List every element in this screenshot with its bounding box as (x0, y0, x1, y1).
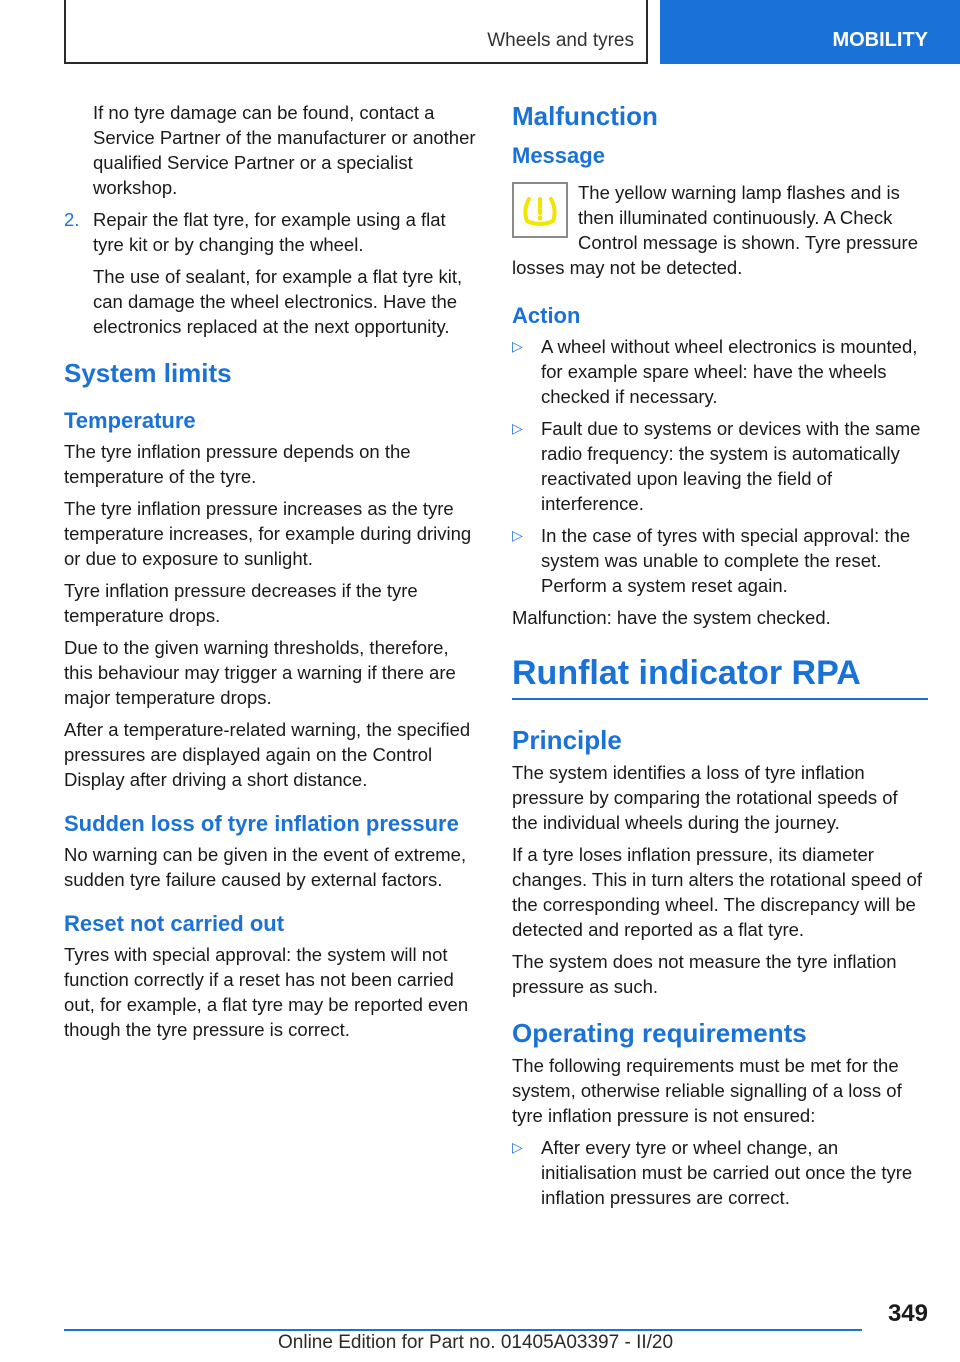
malfunction-heading: Malfunction (512, 101, 658, 131)
requirement-item (512, 1135, 928, 1210)
sudden-loss-heading: Sudden loss of tyre inflation pressure (64, 811, 459, 836)
right-column (512, 100, 928, 1217)
chapter-title: Wheels and tyres (487, 30, 634, 51)
action-text: A wheel without wheel electronics is mounted, for example spare wheel: have the wheels checked if necessary. (541, 336, 918, 407)
section-title: MOBILITY (832, 29, 928, 51)
paragraph: After a temperature-related warning, the specified pressures are displayed again on the Control Display after driving a short distance. (64, 719, 471, 790)
footer-edition: Online Edition for Part no. 01405A03397 - II/20 (278, 1332, 674, 1353)
action-item (512, 523, 928, 598)
action-text: In the case of tyres with special approval: the system was unable to complete the reset. Perform a system reset again. (541, 525, 911, 596)
step-number: 2. (64, 209, 80, 230)
system-limits-heading: System limits (64, 358, 232, 388)
header-title-box (64, 0, 648, 64)
action-item (512, 416, 928, 516)
triangle-bullet-icon: ▷ (512, 420, 523, 436)
paragraph: Due to the given warning thresholds, therefore, this behaviour may trigger a warning if there are major temperature drops. (64, 637, 456, 708)
step-2 (64, 207, 480, 339)
paragraph: Tyre inflation pressure decreases if the tyre temperature drops. (64, 580, 418, 626)
paragraph: If a tyre loses inflation pressure, its diameter changes. This in turn alters the rotational speed of the corresponding wheel. The discrepancy will be detected and reported as a flat tyre. (512, 844, 922, 940)
paragraph: The tyre inflation pressure depends on the temperature of the tyre. (64, 441, 411, 487)
paragraph: The tyre inflation pressure increases as the tyre temperature increases, for example during driving or due to exposure to sunlight. (64, 498, 472, 569)
reset-heading: Reset not carried out (64, 911, 285, 936)
step-note: The use of sealant, for example a flat tyre kit, can damage the wheel electronics. Have the electronics replaced at the next opportunity. (93, 266, 463, 337)
requirement-text: After every tyre or wheel change, an initialisation must be carried out once the tyre inflation pressures are correct. (541, 1137, 913, 1208)
tyre-pressure-warning-icon (512, 182, 568, 238)
triangle-bullet-icon: ▷ (512, 338, 523, 354)
triangle-bullet-icon: ▷ (512, 1139, 523, 1155)
action-text: Fault due to systems or devices with the same radio frequency: the system is automatically reactivated upon leaving the field of interference. (541, 418, 921, 514)
paragraph: No warning can be given in the event of extreme, sudden tyre failure caused by external factors. (64, 844, 467, 890)
step-text: Repair the flat tyre, for example using a flat tyre kit or by changing the wheel. (93, 209, 446, 255)
action-heading: Action (512, 303, 581, 328)
message-text: The yellow warning lamp flashes and is then illuminated continuously. A Check Control message is shown. Tyre pressure losses may not be detected. (512, 182, 919, 278)
principle-heading: Principle (512, 725, 622, 755)
malfunction-closing: Malfunction: have the system checked. (512, 607, 831, 628)
paragraph: The system does not measure the tyre inflation pressure as such. (512, 951, 897, 997)
message-block (512, 180, 928, 280)
paragraph: The system identifies a loss of tyre inflation pressure by comparing the rotational speeds of the individual wheels during the journey. (512, 762, 898, 833)
temperature-heading: Temperature (64, 408, 196, 433)
message-heading: Message (512, 143, 605, 168)
header-section-tab (660, 0, 960, 64)
rpa-heading: Runflat indicator RPA (512, 652, 928, 700)
paragraph: Tyres with special approval: the system will not function correctly if a reset has not been carried out, for example, a flat tyre may be reported even though the tyre pressure is correct. (64, 944, 469, 1040)
intro-text: If no tyre damage can be found, contact a Service Partner of the manufacturer or another qualified Service Partner or a specialist workshop. (93, 102, 476, 198)
footer-divider (64, 1329, 862, 1331)
paragraph: The following requirements must be met for the system, otherwise reliable signalling of a loss of tyre inflation pressure is not ensured: (512, 1055, 902, 1126)
left-column (64, 100, 480, 1049)
page-number: 349 (887, 1300, 928, 1327)
operating-requirements-heading: Operating requirements (512, 1018, 807, 1048)
triangle-bullet-icon: ▷ (512, 527, 523, 543)
action-item (512, 334, 928, 409)
